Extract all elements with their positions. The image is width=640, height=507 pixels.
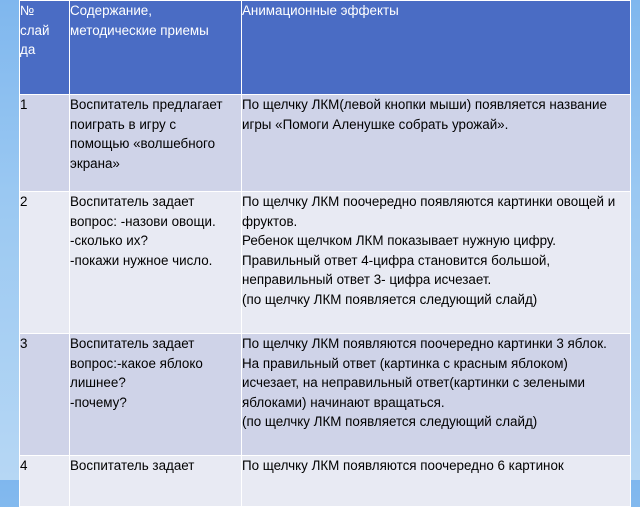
header-line: слай xyxy=(20,22,50,38)
cell-line: Ребенок щелчком ЛКМ показывает нужную цифру. xyxy=(242,233,557,248)
lesson-plan-table xyxy=(19,0,631,507)
cell-line: На правильный ответ (картинка с красным яблоком) xyxy=(242,355,568,371)
row-content xyxy=(70,334,242,456)
cell-line: (по щелчку ЛКМ появляется следующий слайд) xyxy=(242,291,538,307)
cell-line: поиграть в игру с xyxy=(70,116,177,132)
table-row xyxy=(20,456,631,507)
cell-line: -покажи нужное число. xyxy=(70,252,213,268)
cell-line: исчезает, на неправильный ответ(картинки с зелеными xyxy=(242,375,586,390)
table-row xyxy=(20,192,631,334)
cell-line: вопрос:-какое яблоко xyxy=(70,355,203,371)
cell-line: По щелчку ЛКМ появляются поочередно картинки 3 яблок. xyxy=(242,336,607,351)
cell-line: экрана» xyxy=(70,155,120,171)
cell-line: Воспитатель задает xyxy=(70,194,195,209)
row-effects xyxy=(242,334,631,456)
cell-line: фруктов. xyxy=(242,213,298,229)
cell-line: По щелчку ЛКМ поочередно появляются картинки овощей и xyxy=(242,194,616,209)
row-content xyxy=(70,192,242,334)
row-effects xyxy=(242,192,631,334)
table-row xyxy=(20,95,631,192)
header-slide-number xyxy=(20,1,70,95)
header-effects xyxy=(242,1,631,95)
row-effects xyxy=(242,456,631,507)
cell-line: (по щелчку ЛКМ появляется следующий слайд) xyxy=(242,414,538,429)
header-line: методические приемы xyxy=(70,22,209,38)
cell-line: -почему? xyxy=(70,394,127,410)
row-number: 4 xyxy=(20,456,70,507)
header-line: да xyxy=(20,42,36,57)
cell-line: Правильный ответ 4-цифра становится большой, xyxy=(242,252,551,268)
row-content xyxy=(70,456,242,507)
cell-line: Воспитатель предлагает xyxy=(70,97,223,112)
cell-line: Воспитатель задает xyxy=(70,336,195,351)
cell-line: Воспитатель задает xyxy=(70,458,195,473)
table-row xyxy=(20,334,631,456)
row-effects xyxy=(242,95,631,192)
row-number: 3 xyxy=(20,334,70,456)
cell-line: По щелчку ЛКМ появляются поочередно 6 картинок xyxy=(242,458,564,473)
header-content xyxy=(70,1,242,95)
header-line: Содержание, xyxy=(70,3,152,18)
cell-line: яблоками) начинают вращаться. xyxy=(242,394,445,410)
header-line: № xyxy=(20,3,35,18)
cell-line: помощью «волшебного xyxy=(70,136,216,151)
row-number: 2 xyxy=(20,192,70,334)
table-header-row xyxy=(20,1,631,95)
cell-line: игры «Помоги Аленушке собрать урожай». xyxy=(242,116,509,132)
cell-line: По щелчку ЛКМ(левой кнопки мыши) появляется название xyxy=(242,97,607,112)
cell-line: -сколько их? xyxy=(70,233,148,248)
cell-line: неправильный ответ 3- цифра исчезает. xyxy=(242,272,492,287)
cell-line: вопрос: -назови овощи. xyxy=(70,213,216,229)
row-number: 1 xyxy=(20,95,70,192)
cell-line: лишнее? xyxy=(70,375,126,390)
row-content xyxy=(70,95,242,192)
header-line: Анимационные эффекты xyxy=(242,3,399,18)
